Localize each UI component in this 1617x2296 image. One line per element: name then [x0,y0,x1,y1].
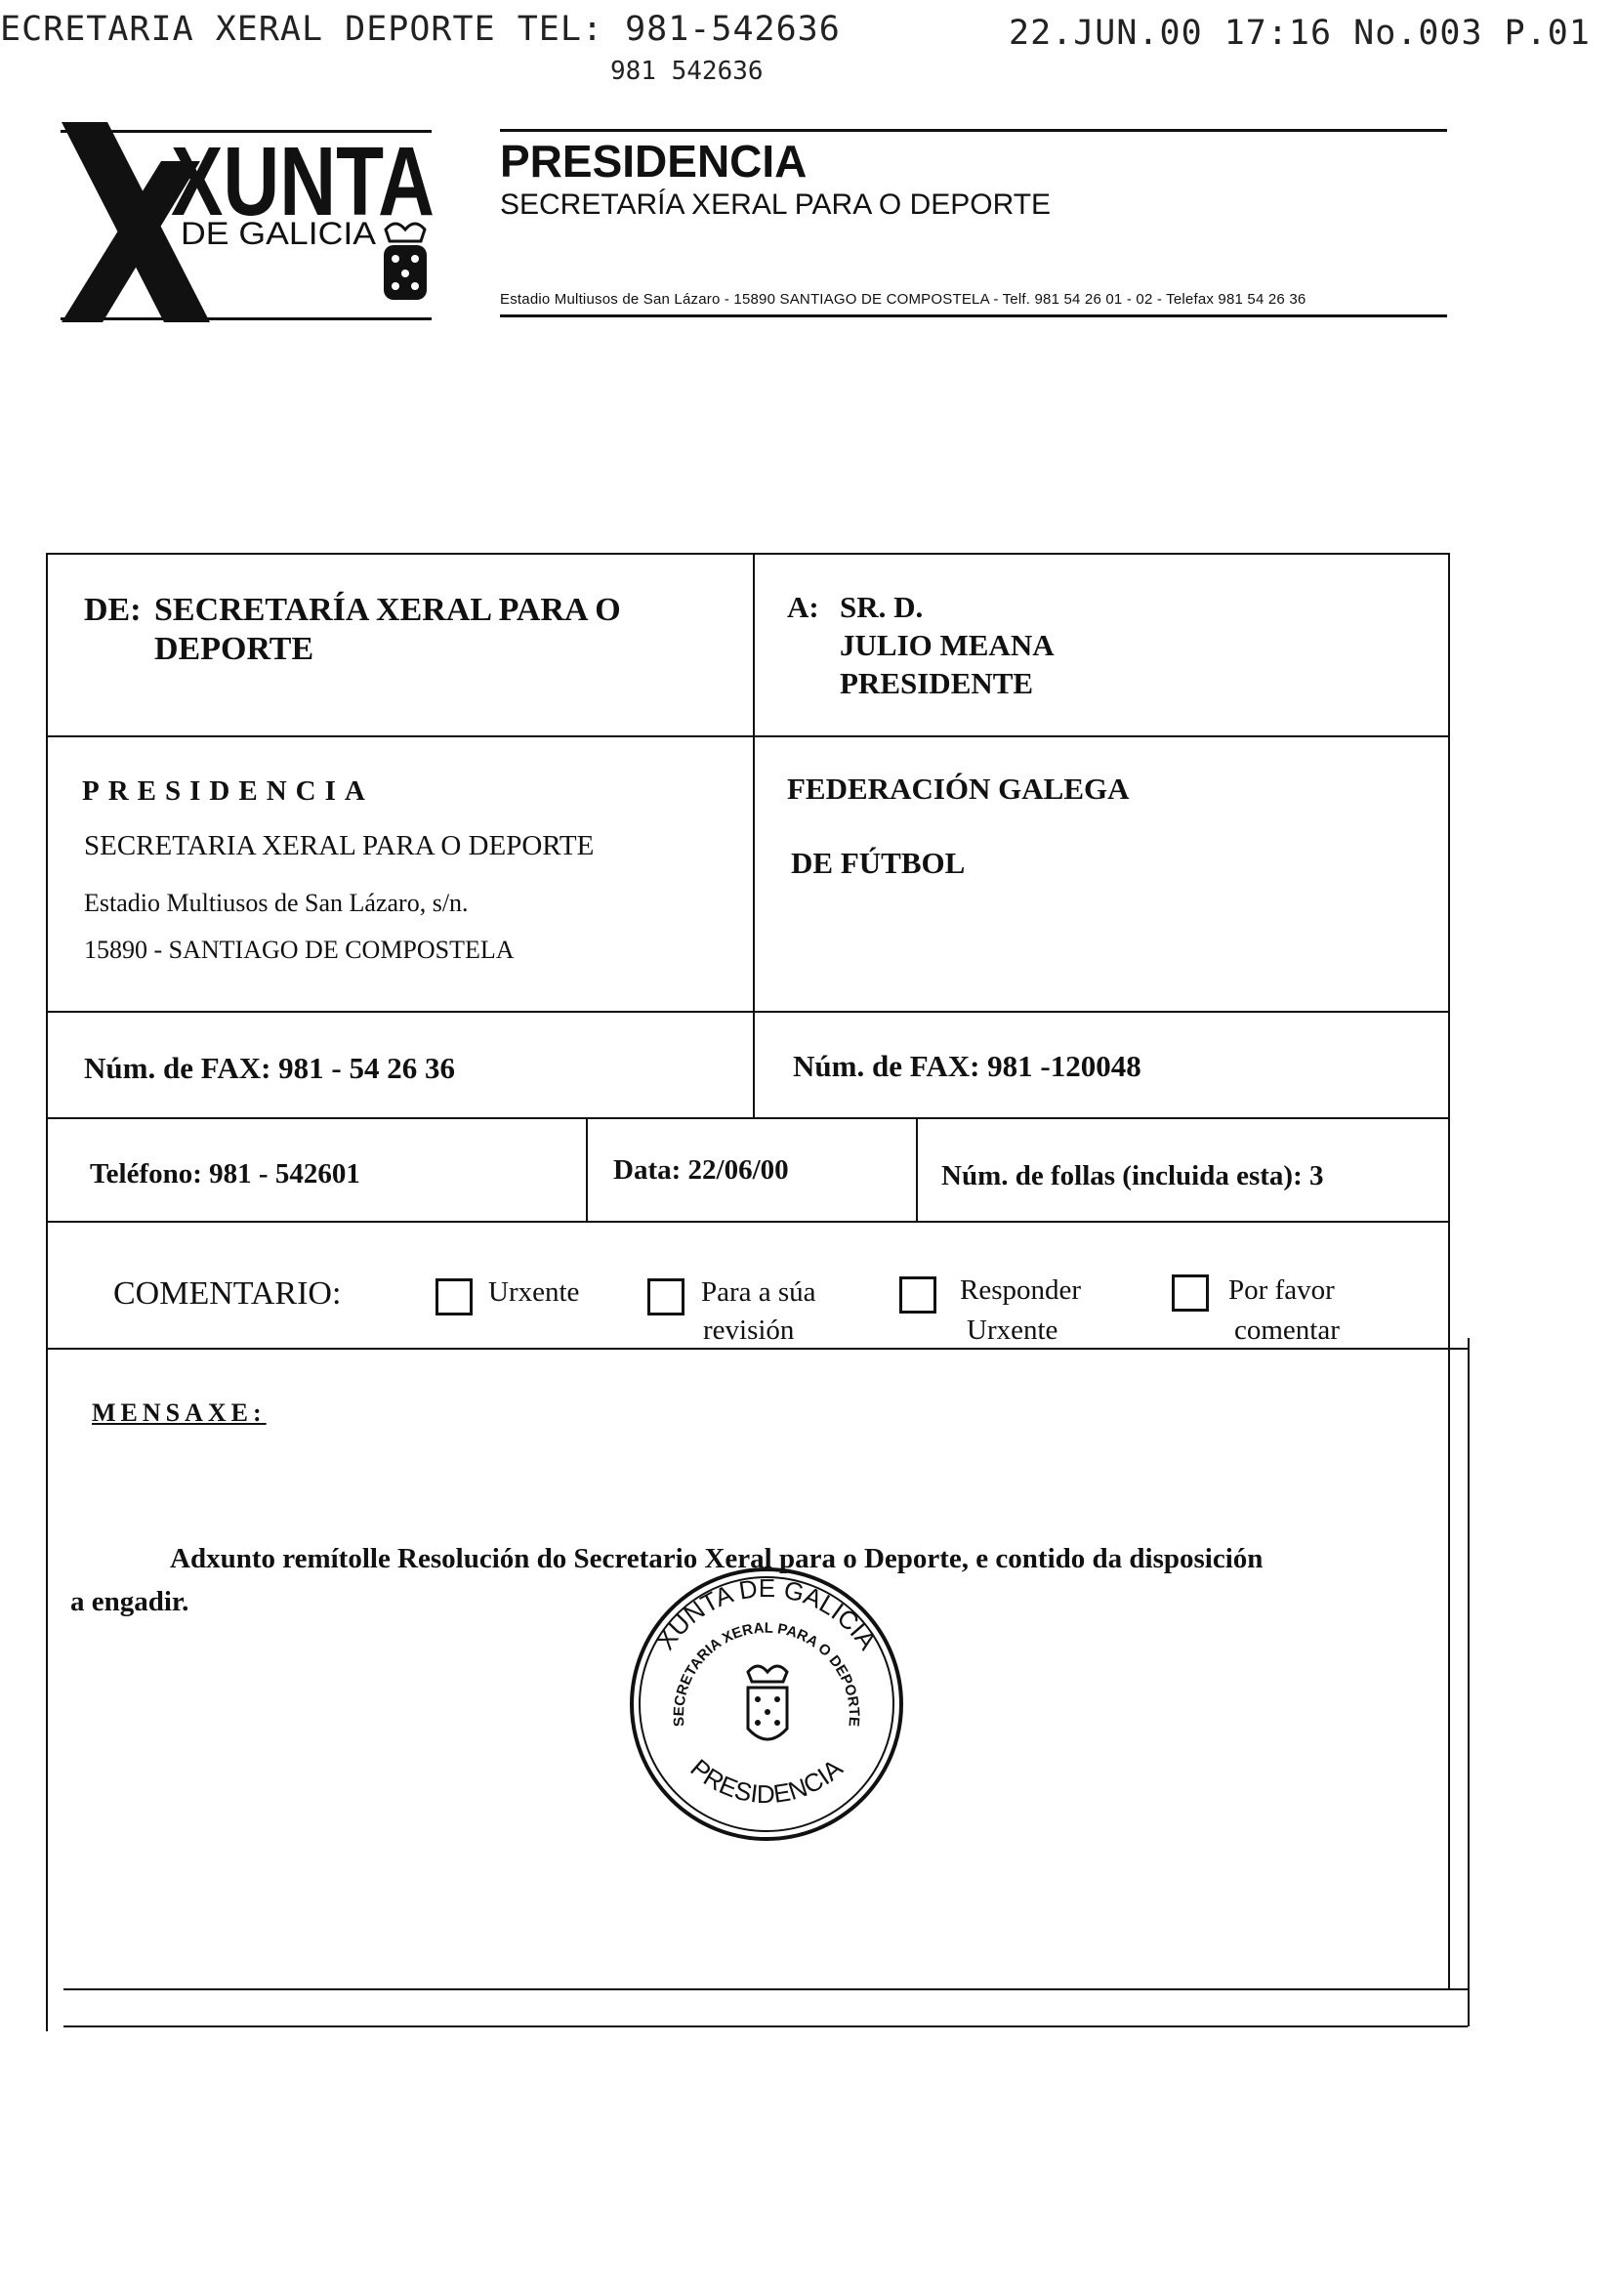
form-row-divider-1 [46,735,1448,737]
logo-text-sub: DE GALICIA [181,216,377,251]
form-right-border [1448,553,1450,1988]
please-comment-option-line-2: comentar [1234,1315,1340,1346]
letterhead-top-rule [500,129,1447,132]
logo-text-main: XUNTA [171,127,435,236]
fax-header-timestamp: 22.JUN.00 17:16 No.003 P.01 [1009,14,1591,53]
to-line-2: JULIO MEANA [840,628,1055,662]
review-checkbox[interactable] [647,1278,684,1315]
form-left-border [46,553,48,2031]
to-label: A: [787,590,819,624]
to-line-3: PRESIDENTE [840,666,1034,700]
official-seal-stamp [625,1563,908,1846]
urgent-checkbox[interactable] [435,1278,473,1315]
seal-bottom-text: PRESIDENCIA [684,1753,849,1810]
form-bottom-border-1 [63,1988,1468,1990]
form-date-divider-right [916,1117,918,1221]
from-label: DE: [84,592,142,628]
fax-date: Data: 22/06/00 [613,1154,789,1186]
from-line-2: DEPORTE [154,631,314,667]
message-line-2: a engadir. [70,1586,189,1617]
form-row-divider-2 [46,1011,1448,1013]
seal-inner-text: SECRETARIA XERAL PARA O DEPORTE [670,1619,863,1728]
form-row-divider-5 [46,1348,1468,1350]
form-bottom-border-2 [63,2025,1468,2027]
letterhead-bottom-rule [500,314,1447,317]
fax-header-subnumber: 981 542636 [610,57,764,86]
form-right-border-lower [1468,1338,1470,2026]
recipient-org-line-1: FEDERACIÓN GALEGA [787,772,1130,806]
comment-label: COMENTARIO: [113,1275,342,1312]
from-fax-number: Núm. de FAX: 981 - 54 26 36 [84,1051,456,1085]
please-comment-option-line-1: Por favor [1228,1274,1335,1306]
reply-urgent-checkbox[interactable] [899,1276,936,1314]
form-row-divider-3 [46,1117,1448,1119]
form-date-divider-left [586,1117,588,1221]
review-option-line-1: Para a súa [701,1276,816,1308]
from-line-1: SECRETARÍA XERAL PARA O [154,592,621,628]
reply-urgent-option-line-1: Responder [960,1274,1082,1306]
message-label: MENSAXE: [92,1398,267,1427]
form-row-divider-4 [46,1221,1448,1223]
message-line-1: Adxunto remítolle Resolución do Secretario Xeral para o Deporte, e contido da disposición [170,1543,1264,1574]
recipient-org-line-2: DE FÚTBOL [791,846,966,880]
sender-org: PRESIDENCIA [82,775,374,807]
department-address: Estadio Multiusos de San Lázaro - 15890 SANTIAGO DE COMPOSTELA - Telf. 981 54 26 01 - 02 - Telefax 981 54 26 36 [500,291,1306,308]
to-line-1: SR. D. [840,590,924,624]
review-option-line-2: revisión [703,1315,795,1346]
xunta-logo [54,122,444,322]
page-count: Núm. de follas (incluida esta): 3 [941,1160,1324,1191]
form-top-border [46,553,1448,555]
seal-top-text: XUNTA DE GALICIA [650,1572,883,1655]
sender-address: Estadio Multiusos de San Lázaro, s/n. [84,889,469,917]
phone-number: Teléfono: 981 - 542601 [90,1158,360,1190]
reply-urgent-option-line-2: Urxente [967,1315,1058,1346]
department-subtitle: SECRETARÍA XERAL PARA O DEPORTE [500,188,1052,221]
urgent-option-label: Urxente [488,1276,580,1308]
sender-department: SECRETARIA XERAL PARA O DEPORTE [84,830,595,861]
form-middle-divider [753,553,755,1117]
fax-header-sender: ECRETARIA XERAL DEPORTE TEL: 981-542636 [0,10,841,49]
sender-city: 15890 - SANTIAGO DE COMPOSTELA [84,936,515,964]
please-comment-checkbox[interactable] [1172,1274,1209,1312]
seal-coat-of-arms-icon [748,1666,787,1739]
department-title: PRESIDENCIA [500,136,808,187]
to-fax-number: Núm. de FAX: 981 -120048 [793,1049,1141,1083]
